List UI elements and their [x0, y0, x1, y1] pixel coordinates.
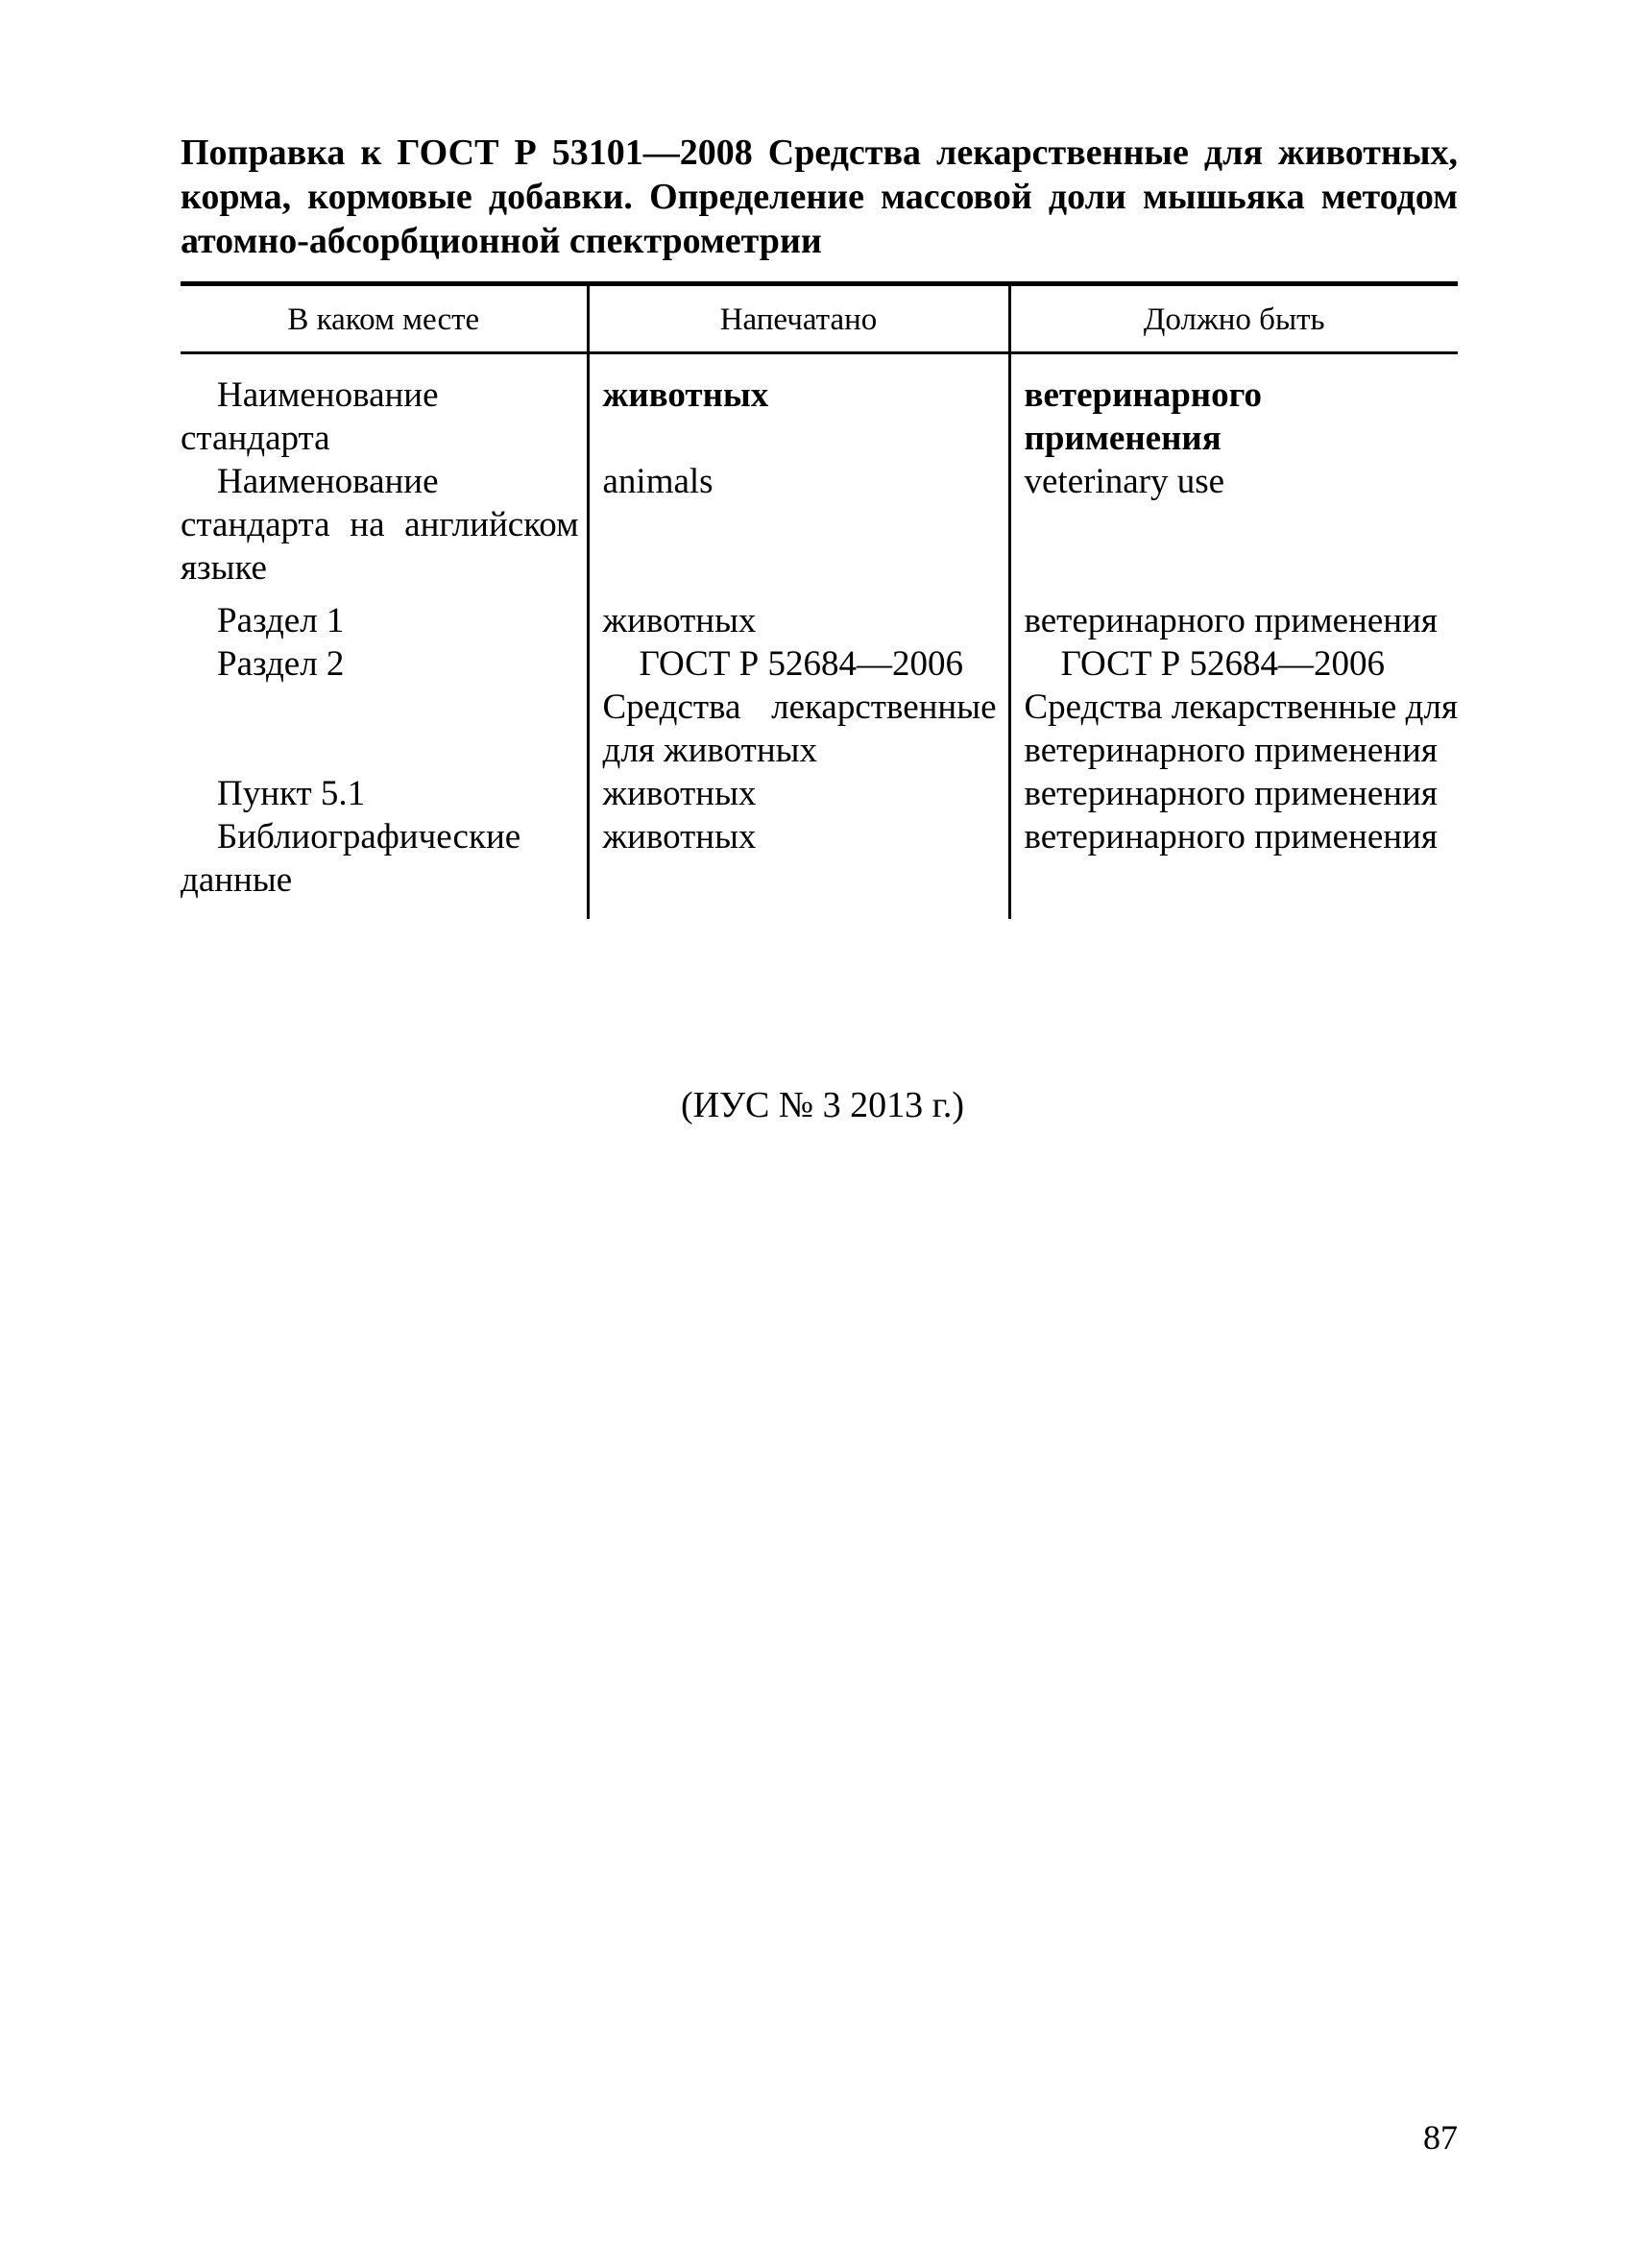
document-title: Поправка к ГОСТ Р 53101—2008 Средства лекарственные для животных, корма, кормовые добавки. Определение массовой доли мышьяка методом атомно-абсорбционной спектрометрии	[181, 133, 1458, 261]
header-should-be: Должно быть	[1009, 284, 1458, 353]
cell-location: Наименование стандарта	[181, 375, 439, 458]
cell-should-be: ветеринарного применения	[1009, 815, 1458, 919]
table-row	[181, 642, 1458, 772]
cell-should-be: ветеринарного применения	[1009, 772, 1458, 815]
corrections-table	[181, 281, 1458, 919]
cell-location: Раздел 2	[217, 644, 345, 684]
row-spacer	[181, 590, 1458, 599]
header-row	[181, 284, 1458, 353]
cell-location: Раздел 1	[217, 601, 345, 640]
gost-number: ГОСТ Р 52684—2006	[1060, 644, 1385, 684]
gost-number: ГОСТ Р 52684—2006	[639, 644, 963, 684]
cell-location: Наименование стандарта на английском языке	[181, 462, 579, 588]
cell-should-be: ветеринарного применения	[1009, 353, 1458, 461]
cell-should-be	[1009, 642, 1458, 772]
table-row	[181, 460, 1458, 590]
cell-printed: животных	[588, 353, 1009, 461]
table-row	[181, 815, 1458, 919]
gost-name: Средства лекарственные для животных	[602, 688, 997, 770]
table-body	[181, 353, 1458, 920]
source-note: (ИУС № 3 2013 г.)	[680, 1085, 965, 1125]
table-row	[181, 353, 1458, 461]
header-location: В каком месте	[181, 284, 588, 353]
cell-should-be: veterinary use	[1009, 460, 1458, 590]
cell-location: Пункт 5.1	[217, 774, 366, 813]
cell-printed: животных	[588, 772, 1009, 815]
cell-location: Библиографические данные	[181, 817, 521, 900]
cell-printed: животных	[588, 815, 1009, 919]
header-printed: Напечатано	[588, 284, 1009, 353]
cell-printed	[588, 642, 1009, 772]
cell-printed: animals	[588, 460, 1009, 590]
gost-name: Средства лекарственные для ветеринарного применения	[1024, 688, 1458, 770]
cell-printed: животных	[588, 599, 1009, 642]
table-row	[181, 599, 1458, 642]
page-number: 87	[1423, 2118, 1458, 2157]
table-row	[181, 772, 1458, 815]
cell-should-be: ветеринарного применения	[1009, 599, 1458, 642]
table-header	[181, 284, 1458, 353]
